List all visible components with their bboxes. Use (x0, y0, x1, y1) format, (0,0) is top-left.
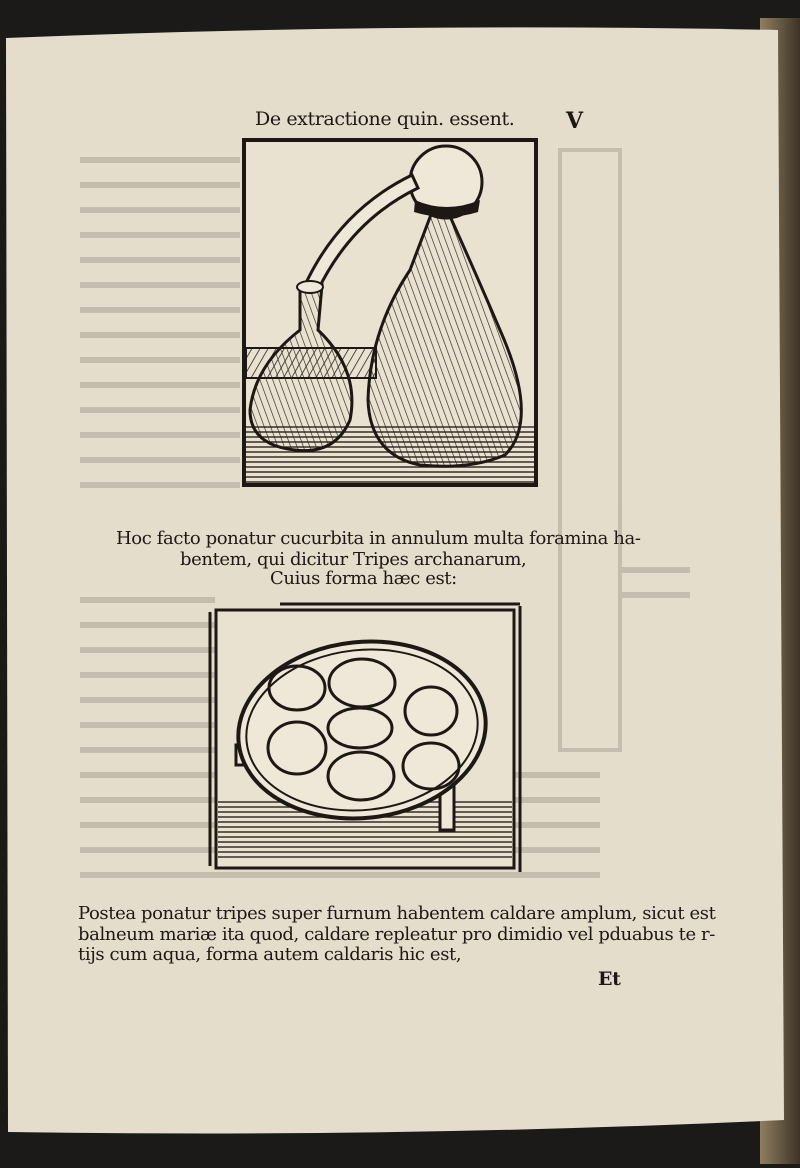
caption-line: Cuius forma hæc est: (270, 568, 457, 589)
caption-line: Postea ponatur tripes super furnum habentem caldare amplum, sicut est (78, 903, 716, 924)
woodcut-alembic-figure (244, 140, 536, 485)
woodcut-tripod-figure (210, 604, 520, 872)
folio-number: V (566, 108, 583, 134)
caption-line: Hoc facto ponatur cucurbita in annulum multa foramina ha- (116, 528, 641, 549)
caption-line: bentem, qui dicitur Tripes archanarum, (180, 549, 527, 570)
caption-line: balneum mariæ ita quod, caldare repleatur pro dimidio vel pduabus te r- (78, 924, 715, 945)
caption-line: tijs cum aqua, forma autem caldaris hic est, (78, 944, 462, 965)
running-header: De extractione quin. essent. (255, 108, 515, 130)
catchword: Et (598, 968, 621, 990)
